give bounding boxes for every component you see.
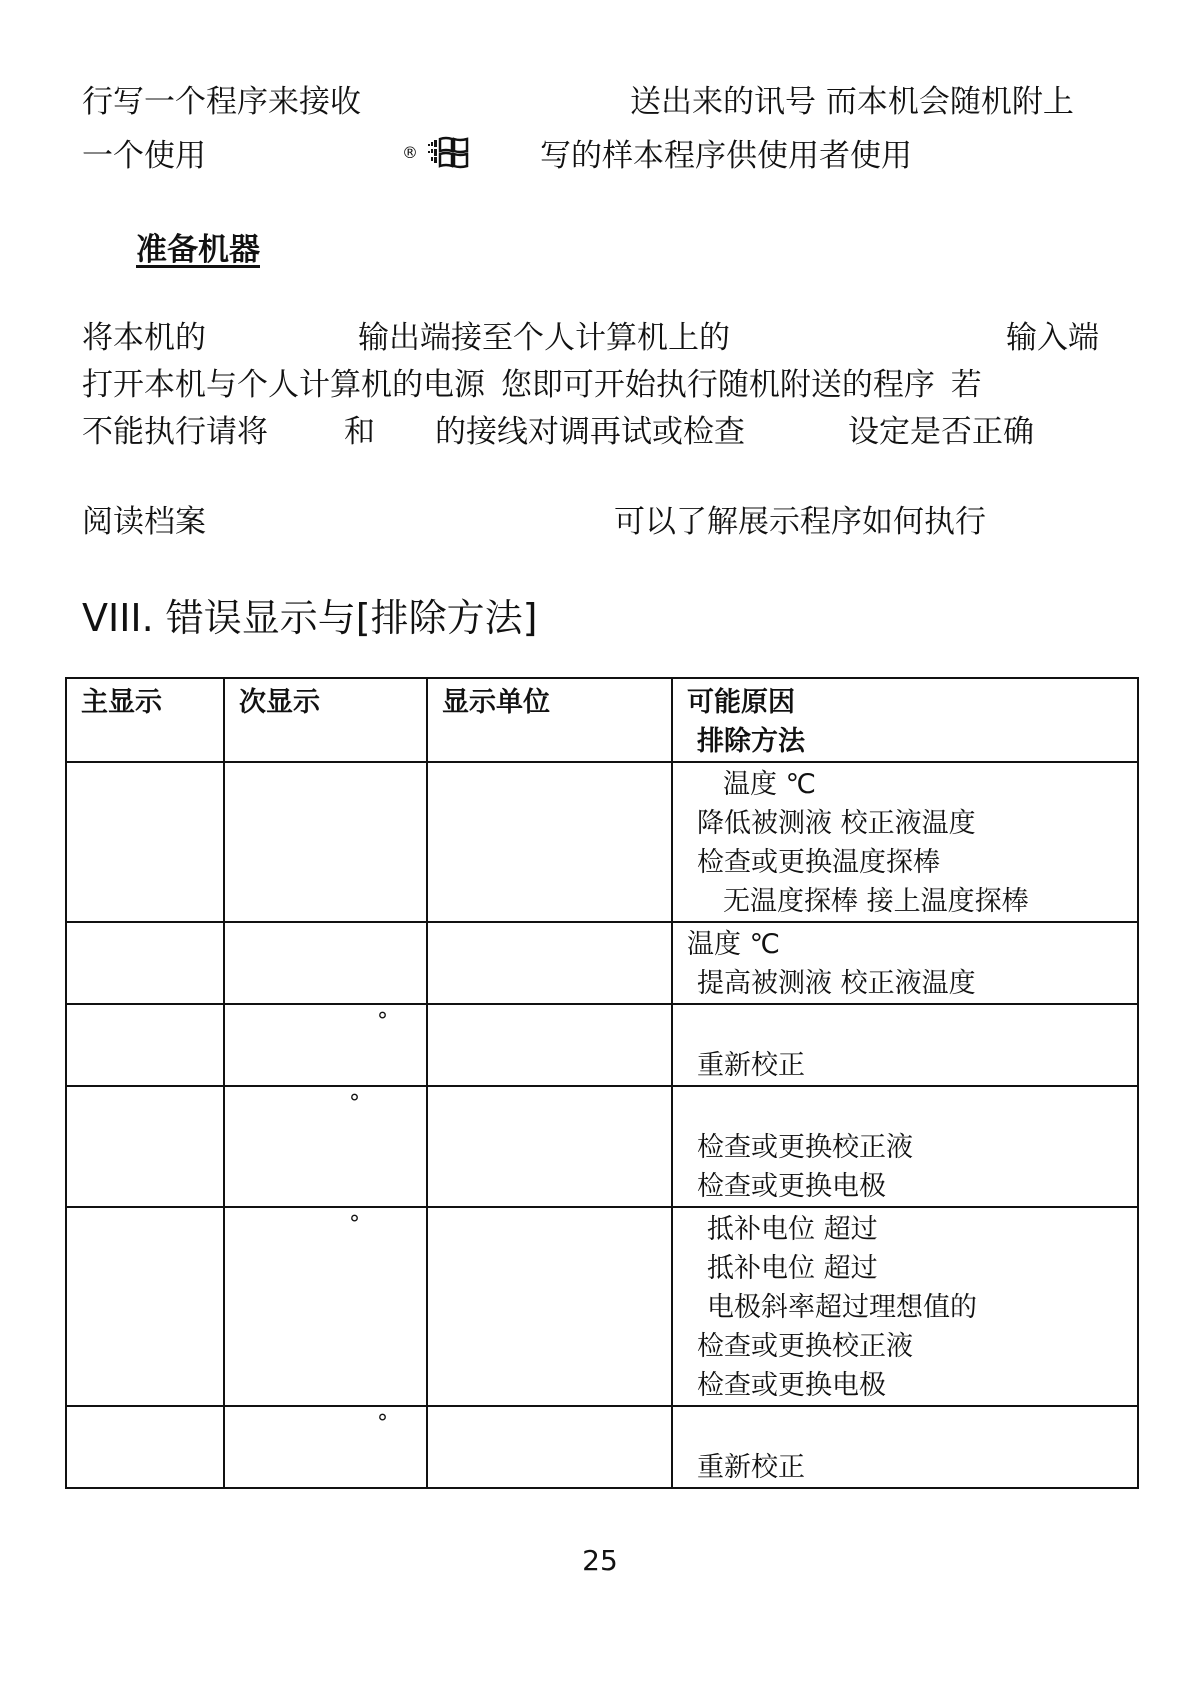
cell-sub <box>224 1004 427 1086</box>
prepare-line1-c: 输入端 <box>1006 320 1099 356</box>
prepare-line1-b: 输出端接至个人计算机上的 <box>358 320 730 356</box>
read-line-a: 阅读档案 <box>82 504 206 540</box>
cell-unit <box>427 1207 672 1406</box>
prepare-line1-a: 将本机的 <box>82 320 206 356</box>
intro-line2-left: 一个使用 <box>82 138 206 174</box>
cell-cause-remedy <box>672 1406 1138 1488</box>
table-row <box>66 1086 1138 1207</box>
read-line-b: 可以了解展示程序如何执行 <box>614 504 986 540</box>
remedy-line: 检查或更换电极 <box>697 1171 886 1202</box>
cell-sub <box>224 1086 427 1207</box>
remedy-line: 降低被测液 校正液温度 <box>697 808 976 839</box>
header-remedy: 排除方法 <box>697 726 805 757</box>
prepare-line3-c: 的接线对调再试或检查 <box>435 414 745 450</box>
cell-main <box>66 1406 224 1488</box>
degree-mark: ° <box>349 1091 360 1116</box>
table-row <box>66 762 1138 922</box>
cell-unit <box>427 1406 672 1488</box>
cell-cause-remedy <box>672 922 1138 1004</box>
header-main-display: 主显示 <box>66 678 224 762</box>
intro-line2-right: 写的样本程序供使用者使用 <box>540 138 912 174</box>
remedy-line: 重新校正 <box>697 1452 805 1483</box>
remedy-line: 检查或更换温度探棒 <box>697 847 940 878</box>
cause-line: 温度 ℃ <box>723 769 816 800</box>
degree-mark: ° <box>377 1009 388 1034</box>
prepare-line3-b: 和 <box>344 414 375 450</box>
prepare-line3-d: 设定是否正确 <box>848 414 1034 450</box>
page-number: 25 <box>582 1544 618 1577</box>
remedy-line: 检查或更换电极 <box>697 1370 886 1401</box>
cell-sub <box>224 762 427 922</box>
cell-sub <box>224 922 427 1004</box>
registered-mark: ® <box>402 143 418 162</box>
table-row <box>66 922 1138 1004</box>
remedy-line: 无温度探棒 接上温度探棒 <box>723 886 1029 917</box>
header-display-unit: 显示单位 <box>427 678 672 762</box>
cell-cause-remedy <box>672 1086 1138 1207</box>
degree-mark: ° <box>349 1212 360 1237</box>
cause-line: 电极斜率超过理想值的 <box>707 1292 977 1323</box>
remedy-line: 检查或更换校正液 <box>697 1331 913 1362</box>
prepare-line3-a: 不能执行请将 <box>82 414 268 450</box>
cell-unit <box>427 922 672 1004</box>
cell-unit <box>427 1086 672 1207</box>
windows-logo-icon <box>428 136 470 170</box>
cell-sub <box>224 1406 427 1488</box>
cell-main <box>66 762 224 922</box>
table-row <box>66 1004 1138 1086</box>
header-cause: 可能原因 <box>687 687 795 718</box>
cell-main <box>66 1086 224 1207</box>
intro-line1-left: 行写一个程序来接收 <box>82 84 361 120</box>
remedy-line: 提高被测液 校正液温度 <box>697 968 976 999</box>
remedy-line: 检查或更换校正液 <box>697 1132 913 1163</box>
cause-line: 抵补电位 超过 <box>707 1214 878 1245</box>
table-row <box>66 1406 1138 1488</box>
cell-cause-remedy <box>672 762 1138 922</box>
cell-cause-remedy <box>672 1004 1138 1086</box>
cell-main <box>66 922 224 1004</box>
degree-mark: ° <box>377 1411 388 1436</box>
cause-line <box>687 1007 1125 1046</box>
intro-line1-right: 送出来的讯号 而本机会随机附上 <box>630 84 1074 120</box>
cell-unit <box>427 762 672 922</box>
section-title: VIII. 错误显示与[排除方法] <box>82 596 538 640</box>
cell-main <box>66 1004 224 1086</box>
prepare-heading: 准备机器 <box>136 232 260 268</box>
prepare-line2: 打开本机与个人计算机的电源 您即可开始执行随机附送的程序 若 <box>82 367 982 403</box>
header-cause-remedy <box>672 678 1138 762</box>
header-sub-display: 次显示 <box>224 678 427 762</box>
cause-line: 抵补电位 超过 <box>707 1253 878 1284</box>
table-header-row <box>66 678 1138 762</box>
cause-line <box>687 1409 1125 1448</box>
cell-cause-remedy <box>672 1207 1138 1406</box>
cause-line: 温度 ℃ <box>687 929 780 960</box>
cell-unit <box>427 1004 672 1086</box>
table-row <box>66 1207 1138 1406</box>
cell-sub <box>224 1207 427 1406</box>
error-table <box>65 677 1139 1489</box>
remedy-line: 重新校正 <box>697 1050 805 1081</box>
cause-line <box>687 1089 1125 1128</box>
cell-main <box>66 1207 224 1406</box>
